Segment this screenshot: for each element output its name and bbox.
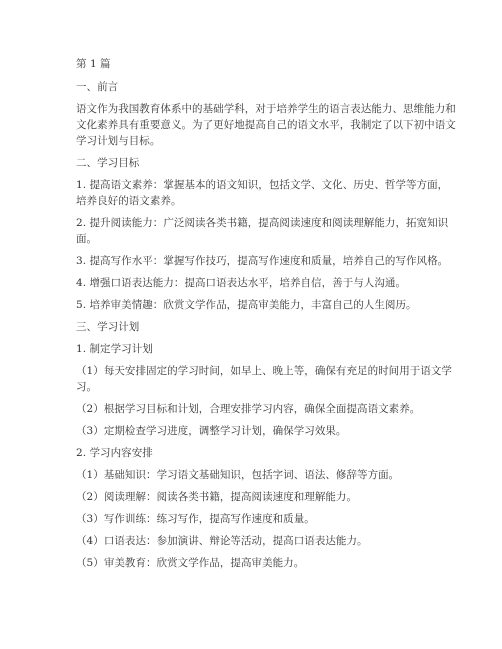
goal-1-line-1: 1. 提高语文素养：掌握基本的语文知识，包括文学、文化、历史、哲学等方面， bbox=[76, 179, 449, 191]
plan-1-item-2: （2）根据学习目标和计划，合理安排学习内容，确保全面提高语文素养。 bbox=[76, 403, 421, 415]
preface-line-2: 文化素养具有重要意义。为了更好地提高自己的语文水平，我制定了以下初中语文 bbox=[76, 119, 456, 131]
plan-2-item-1: （1）基础知识：学习语文基础知识，包括字词、语法、修辞等方面。 bbox=[76, 469, 400, 481]
plan-2-heading: 2. 学习内容安排 bbox=[76, 447, 153, 459]
plan-1-item-3: （3）定期检查学习进度，调整学习计划，确保学习效果。 bbox=[76, 425, 347, 437]
part-label: 第 1 篇 bbox=[76, 58, 111, 70]
plan-heading: 三、学习计划 bbox=[76, 321, 140, 333]
plan-1-item-1-line-2: 习。 bbox=[76, 381, 98, 393]
goal-2-line-2: 面。 bbox=[76, 233, 98, 245]
goals-heading: 二、学习目标 bbox=[76, 157, 140, 169]
plan-2-item-4: （4）口语表达：参加演讲、辩论等活动，提高口语表达能力。 bbox=[76, 535, 368, 547]
preface-line-3: 学习计划与目标。 bbox=[76, 135, 161, 147]
plan-2-item-2: （2）阅读理解：阅读各类书籍，提高阅读速度和理解能力。 bbox=[76, 491, 358, 503]
plan-1-item-1-line-1: （1）每天安排固定的学习时间，如早上、晚上等，确保有充足的时间用于语文学 bbox=[76, 365, 452, 377]
goal-2-line-1: 2. 提升阅读能力：广泛阅读各类书籍，提高阅读速度和阅读理解能力，拓宽知识 bbox=[76, 217, 449, 229]
plan-2-item-3: （3）写作训练：练习写作，提高写作速度和质量。 bbox=[76, 513, 315, 525]
plan-2-item-5: （5）审美教育：欣赏文学作品，提高审美能力。 bbox=[76, 557, 305, 569]
preface-heading: 一、前言 bbox=[76, 81, 119, 93]
plan-1-heading: 1. 制定学习计划 bbox=[76, 343, 153, 355]
goal-3: 3. 提高写作水平：掌握写作技巧，提高写作速度和质量，培养自己的写作风格。 bbox=[76, 255, 449, 267]
preface-line-1: 语文作为我国教育体系中的基础学科，对于培养学生的语言表达能力、思维能力和 bbox=[76, 103, 456, 115]
goal-4: 4. 增强口语表达能力：提高口语表达水平，培养自信，善于与人沟通。 bbox=[76, 277, 407, 289]
goal-1-line-2: 培养良好的语文素养。 bbox=[76, 195, 182, 207]
goal-5: 5. 培养审美情趣：欣赏文学作品，提高审美能力，丰富自己的人生阅历。 bbox=[76, 299, 417, 311]
